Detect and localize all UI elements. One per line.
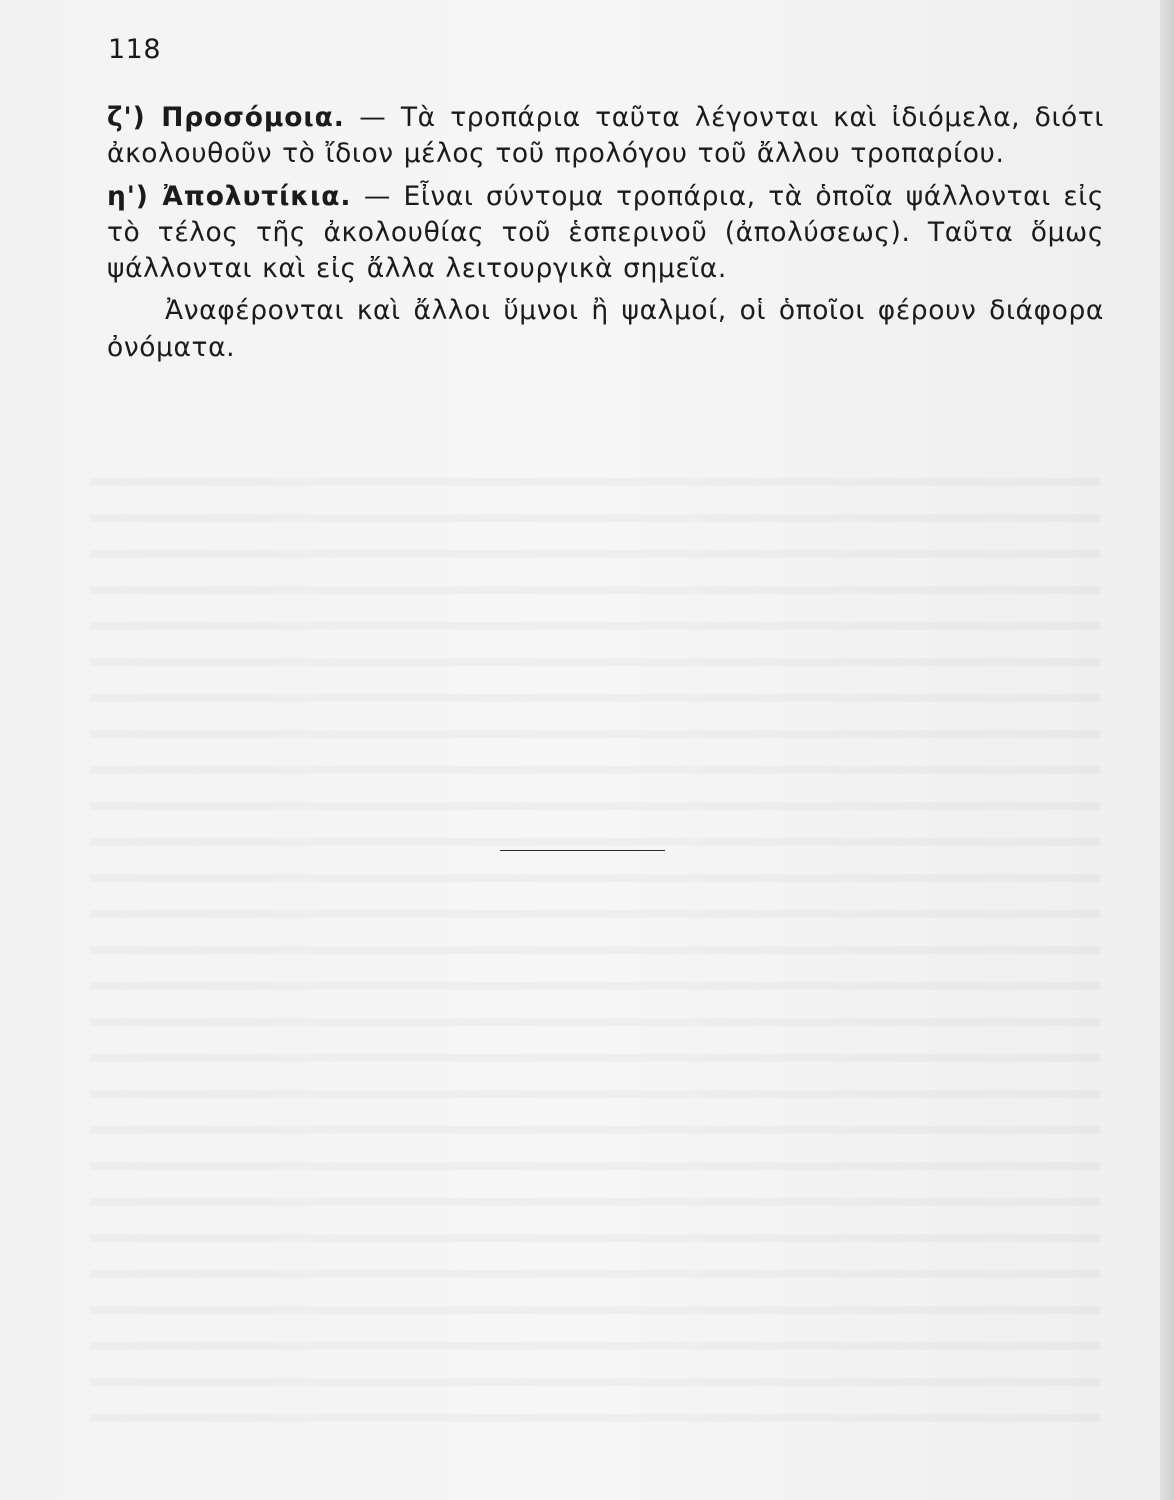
page-edge-shadow [1160, 0, 1174, 1500]
section-divider [500, 850, 665, 851]
section-text: — Εἶναι σύντομα τροπάρια, τὰ ὁποῖα ψάλλονται εἰς τὸ τέλος τῆς ἀκολουθίας τοῦ ἑσπερινοῦ (ἀπολύσεως). Ταῦτα ὅμως ψάλλονται καὶ εἰς ἄλλα λειτουργικὰ σημεῖα. [107, 180, 1104, 285]
section-eta [107, 179, 1104, 288]
section-text: — Τὰ τροπάρια ταῦτα λέγονται καὶ ἰδιόμελα, διότι ἀκολουθοῦν τὸ ἴδιον μέλος τοῦ προλόγου τοῦ ἄλλου τροπαρίου. [107, 102, 1104, 170]
page-number: 118 [108, 34, 162, 65]
closing-paragraph: Ἀναφέρονται καὶ ἄλλοι ὕμνοι ἢ ψαλμοί, οἱ ὁποῖοι φέρουν διάφορα ὀνόματα. [107, 295, 1104, 363]
section-zeta [107, 100, 1104, 173]
section-heading: ζ') Προσόμοια. [107, 102, 345, 133]
body-text [107, 100, 1104, 366]
bleed-through-texture [90, 460, 1100, 1440]
section-heading: η') Ἀπολυτίκια. [107, 180, 352, 212]
